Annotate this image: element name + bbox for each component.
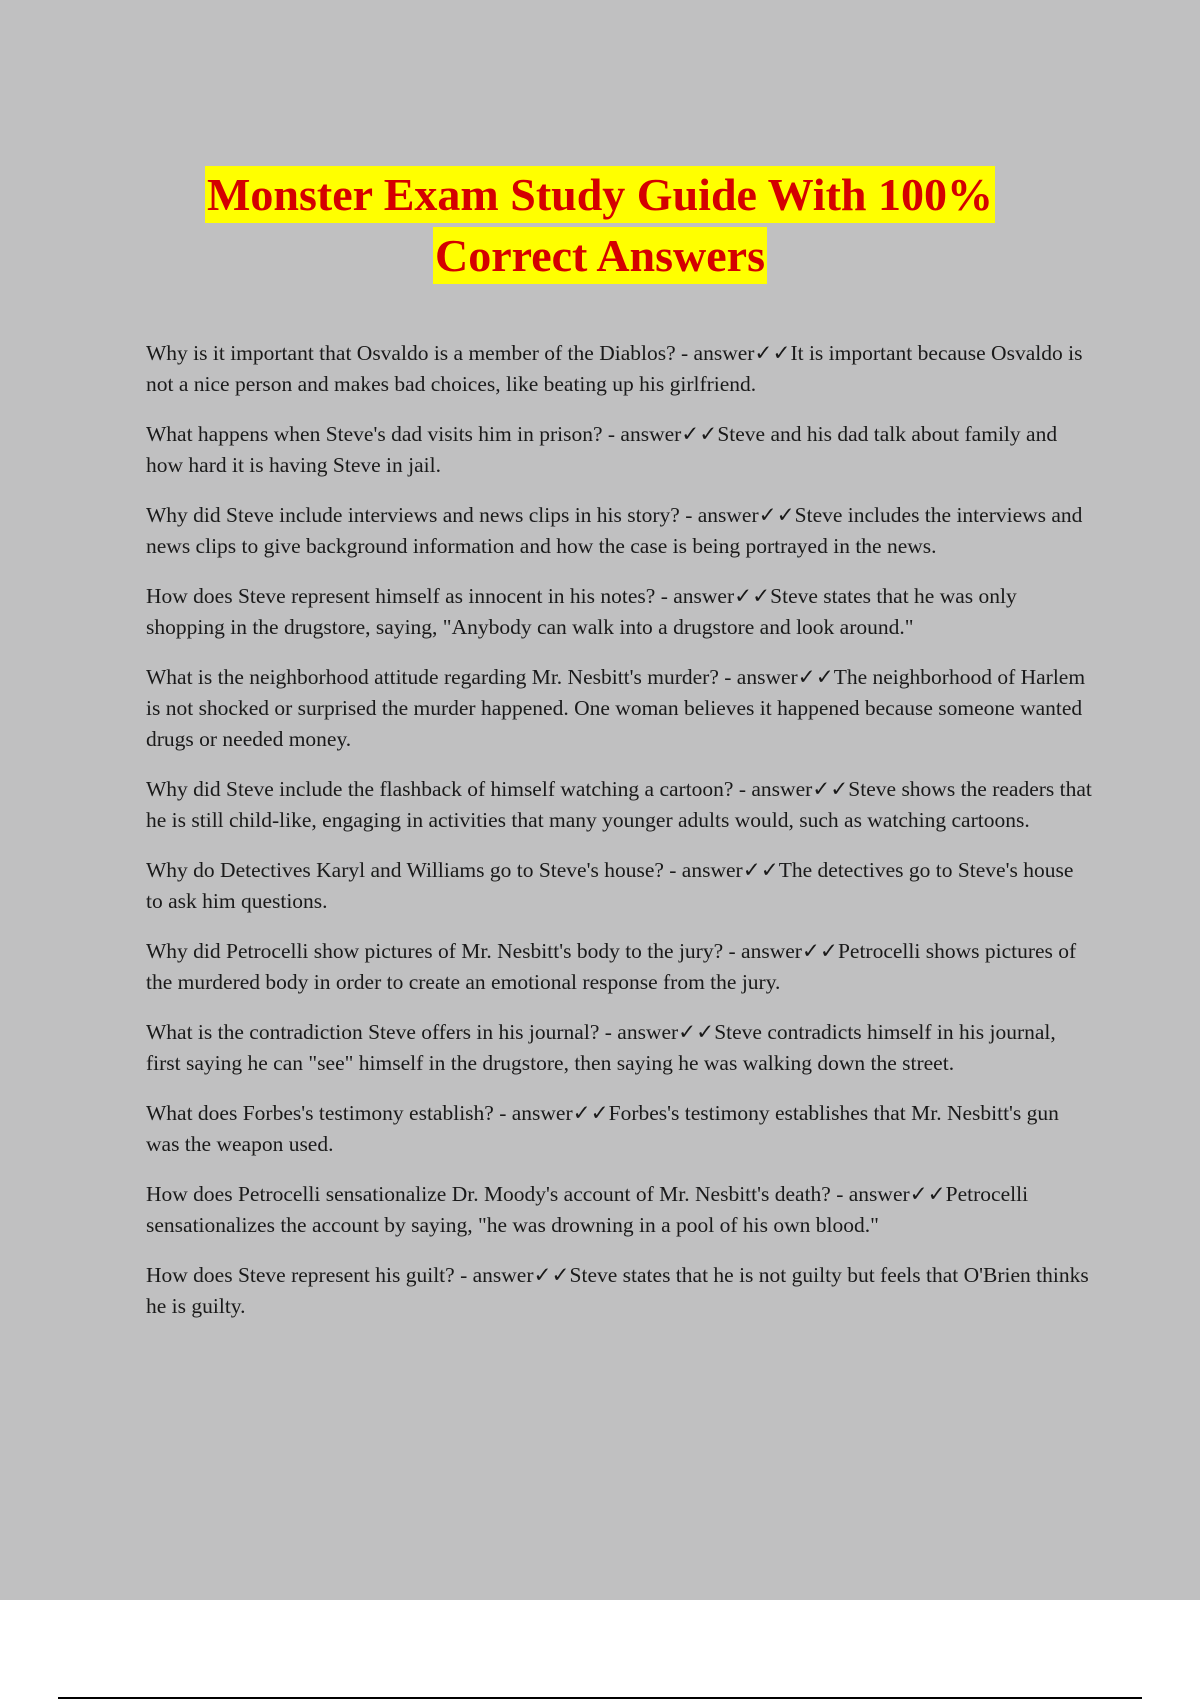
qa-item: How does Steve represent himself as innocent in his notes? - answer✓✓Steve states that he was only shopping in the drugstore, saying, "Anybody can walk into a drugstore and look around." bbox=[146, 584, 1017, 639]
page-divider bbox=[58, 1697, 1142, 1699]
title-line-1: Monster Exam Study Guide With 100% bbox=[205, 166, 995, 223]
qa-item: Why do Detectives Karyl and Williams go to Steve's house? - answer✓✓The detectives go to Steve's house to ask him questions. bbox=[146, 858, 1074, 913]
qa-item: What does Forbes's testimony establish? - answer✓✓Forbes's testimony establishes that Mr. Nesbitt's gun was the weapon used. bbox=[146, 1101, 1059, 1156]
qa-item: What happens when Steve's dad visits him in prison? - answer✓✓Steve and his dad talk about family and how hard it is having Steve in jail. bbox=[146, 422, 1058, 477]
qa-item: Why did Steve include interviews and news clips in his story? - answer✓✓Steve includes the interviews and news clips to give background information and how the case is being portrayed in the news. bbox=[146, 503, 1083, 558]
qa-item: How does Petrocelli sensationalize Dr. Moody's account of Mr. Nesbitt's death? - answer✓✓Petrocelli sensationalizes the account by saying, "he was drowning in a pool of his own blood." bbox=[146, 1182, 1029, 1237]
qa-item: What is the contradiction Steve offers in his journal? - answer✓✓Steve contradicts himself in his journal, first saying he can "see" himself in the drugstore, then saying he was walking down the street. bbox=[146, 1020, 1056, 1075]
qa-item: What is the neighborhood attitude regarding Mr. Nesbitt's murder? - answer✓✓The neighborhood of Harlem is not shocked or surprised the murder happened. One woman believes it happened because someone wanted drugs or needed money. bbox=[146, 665, 1086, 751]
qa-list bbox=[146, 338, 1092, 1341]
qa-item: Why did Petrocelli show pictures of Mr. Nesbitt's body to the jury? - answer✓✓Petrocelli shows pictures of the murdered body in order to create an emotional response from the jury. bbox=[146, 939, 1077, 994]
qa-item: How does Steve represent his guilt? - answer✓✓Steve states that he is not guilty but feels that O'Brien thinks he is guilty. bbox=[146, 1263, 1089, 1318]
qa-item: Why did Steve include the flashback of himself watching a cartoon? - answer✓✓Steve shows the readers that he is still child-like, engaging in activities that many younger adults would, such as watching cartoons. bbox=[146, 777, 1092, 832]
document-title bbox=[0, 166, 1200, 284]
qa-item: Why is it important that Osvaldo is a member of the Diablos? - answer✓✓It is important because Osvaldo is not a nice person and makes bad choices, like beating up his girlfriend. bbox=[146, 341, 1083, 396]
title-line-2: Correct Answers bbox=[433, 227, 767, 284]
